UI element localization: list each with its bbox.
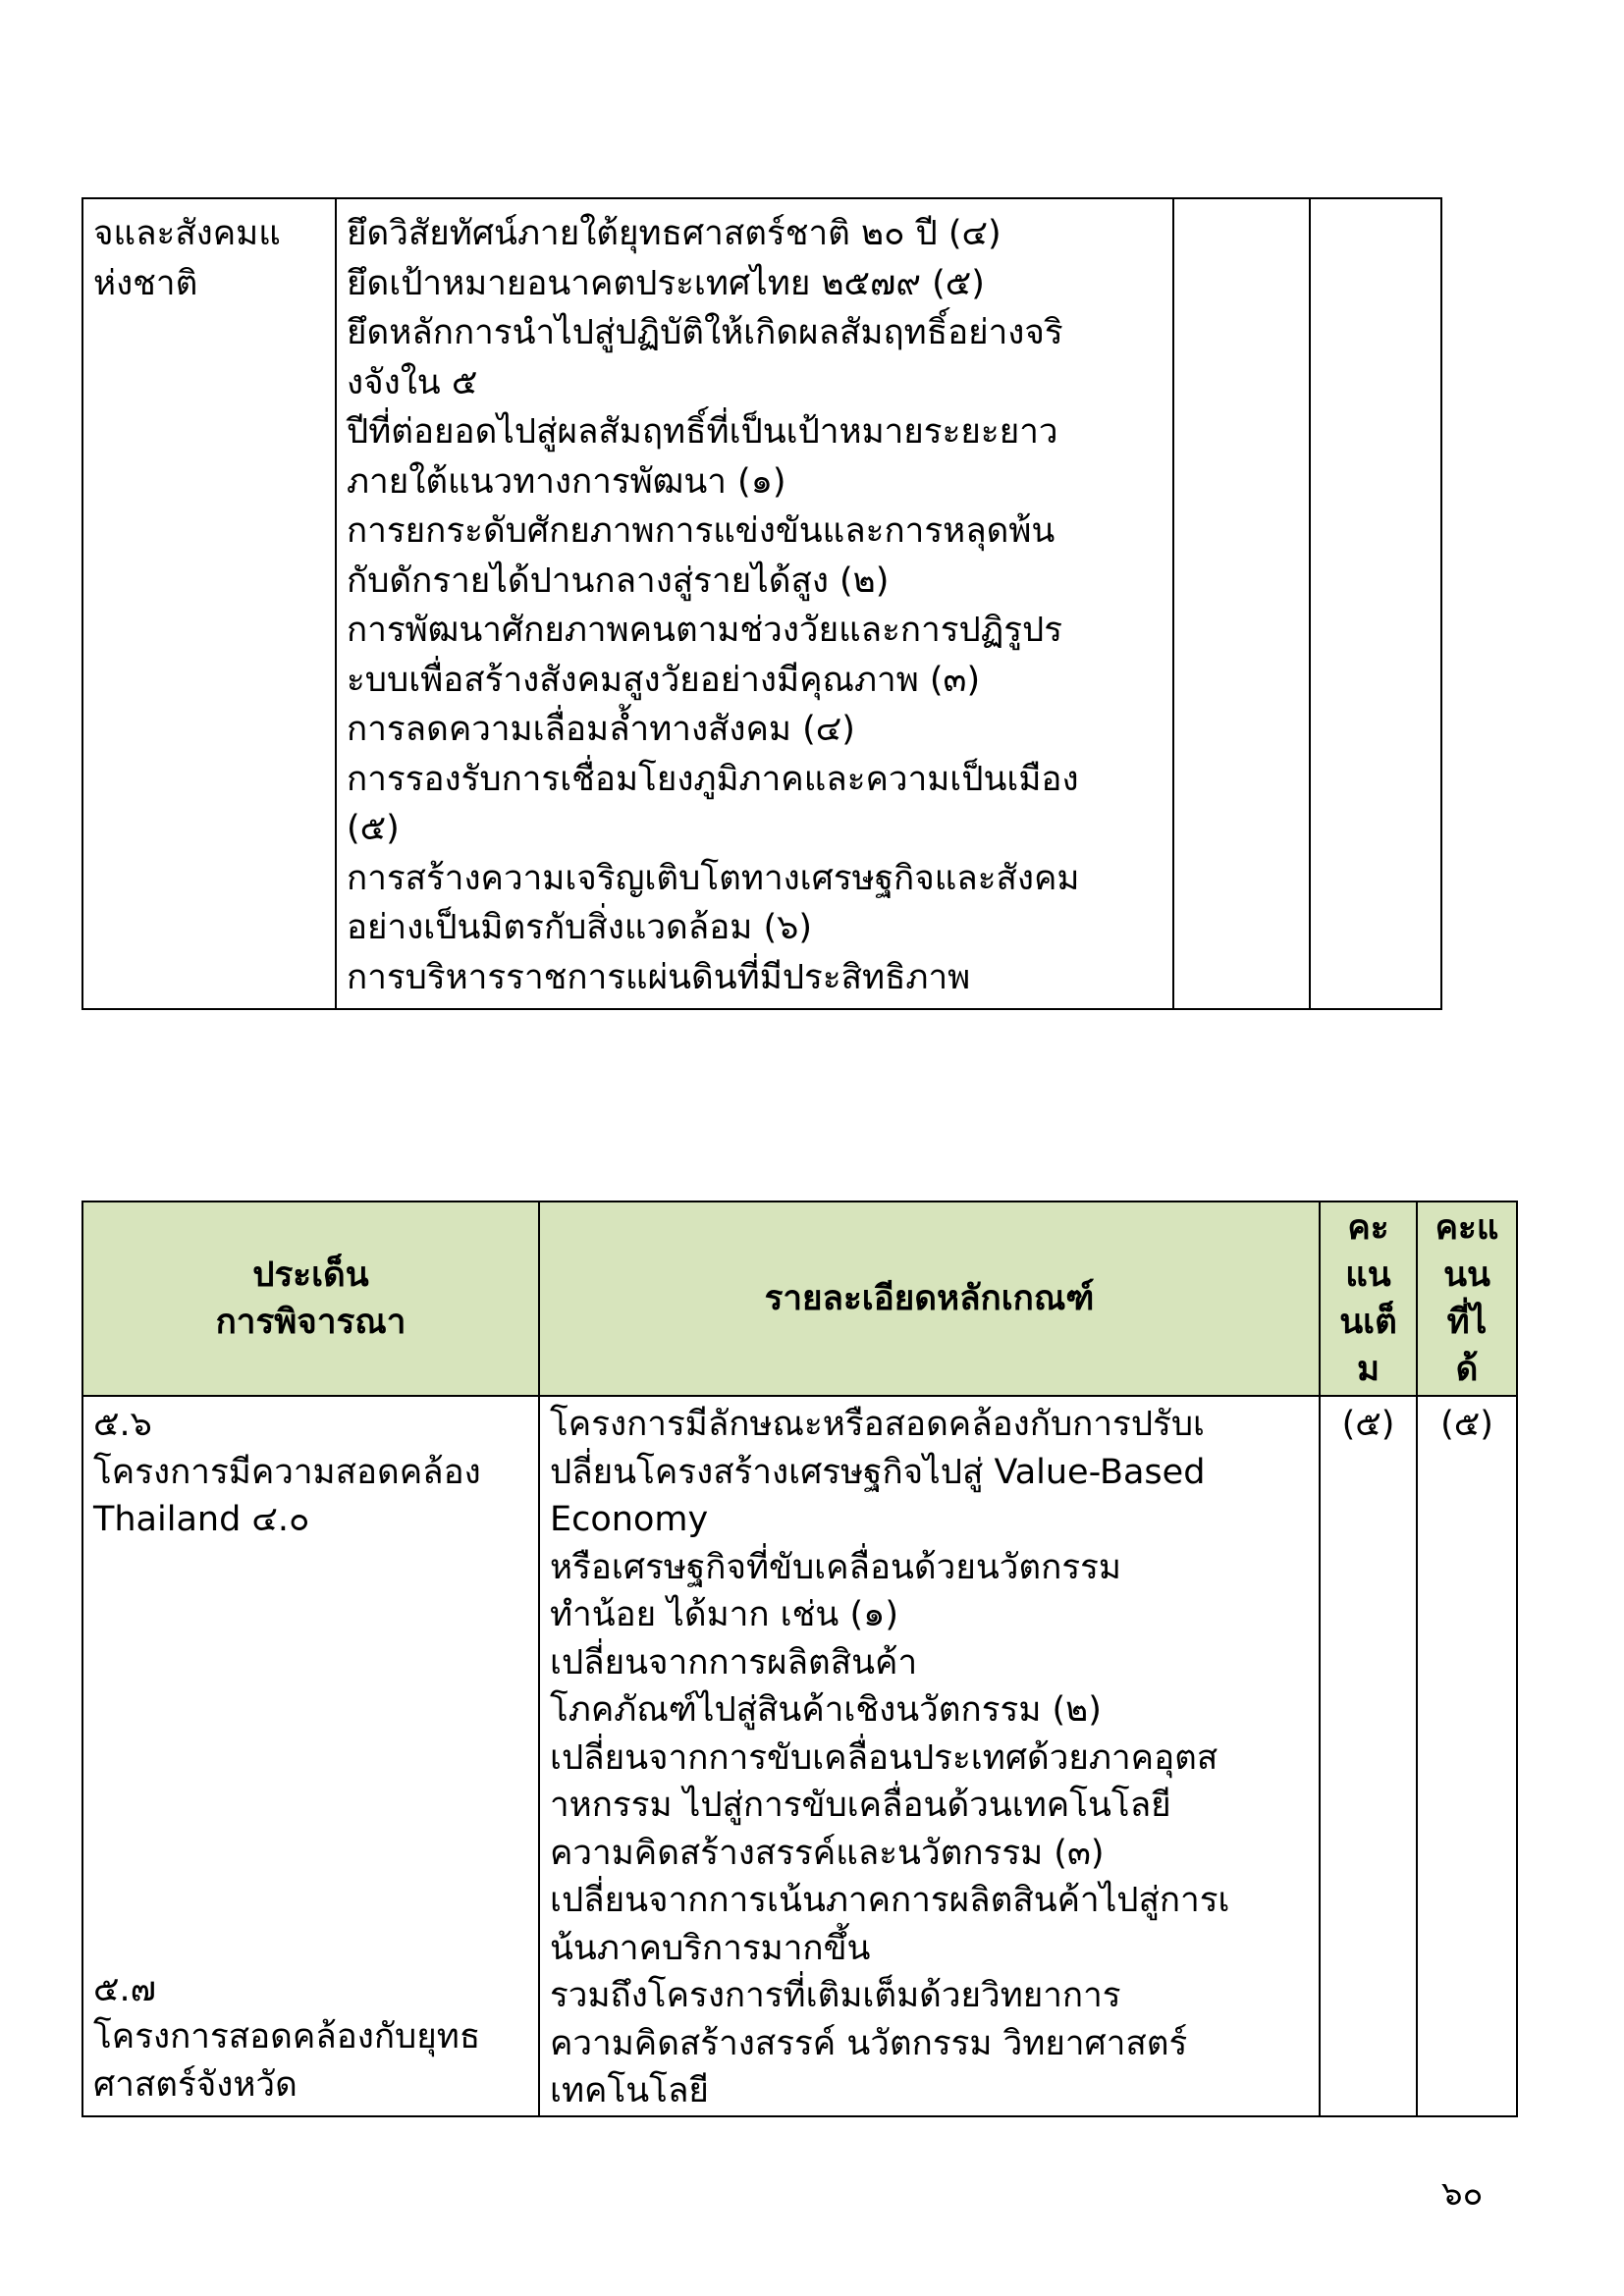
earned-score-value: (๕)	[1417, 1396, 1517, 2116]
text-line: การรองรับการเชื่อมโยงภูมิภาคและความเป็นเมือง	[347, 759, 1079, 799]
text-line: กับดักรายได้ปานกลางสู่รายได้สูง (๒)	[347, 561, 890, 601]
text-line: ความคิดสร้างสรรค์และนวัตกรรม (๓)	[550, 1833, 1105, 1873]
text-line: ๕.๖	[93, 1405, 152, 1444]
table-header-row	[82, 1201, 1517, 1396]
full-score-cell	[1173, 198, 1310, 1009]
header-line: คะ	[1347, 1208, 1389, 1248]
text-line: าหกรรม ไปสู่การขับเคลื่อนด้วนเทคโนโลยี	[550, 1786, 1171, 1825]
header-line: ประเด็น	[252, 1255, 369, 1295]
text-line: ยึดวิสัยทัศน์ภายใต้ยุทธศาสตร์ชาติ ๒๐ ปี (๔)	[347, 214, 1001, 253]
text-line: ยึดเป้าหมายอนาคตประเทศไทย ๒๕๗๙ (๕)	[347, 263, 985, 303]
text-line: เทคโนโลยี	[550, 2071, 709, 2110]
text-line: ความคิดสร้างสรรค์ นวัตกรรม วิทยาศาสตร์	[550, 2023, 1188, 2063]
text-line: ปลี่ยนโครงสร้างเศรษฐกิจไปสู่ Value-Based	[550, 1452, 1206, 1492]
header-detail: รายละเอียดหลักเกณฑ์	[539, 1201, 1320, 1396]
header-topic	[82, 1201, 539, 1396]
table-row	[82, 1396, 1517, 2116]
header-line: การพิจารณา	[215, 1303, 406, 1342]
text-line: การพัฒนาศักยภาพคนตามช่วงวัยและการปฏิรูปร	[347, 611, 1063, 650]
criteria-table	[81, 1201, 1518, 2117]
text-line: เปลี่ยนจากการผลิตสินค้า	[550, 1642, 918, 1682]
text-line: ภายใต้แนวทางการพัฒนา (๑)	[347, 461, 786, 502]
text-line: โครงการสอดคล้องกับยุทธ	[93, 2017, 481, 2056]
text-line: เปลี่ยนจากการเน้นภาคการผลิตสินค้าไปสู่การเ	[550, 1881, 1230, 1920]
text-line: หรือเศรษฐกิจที่ขับเคลื่อนด้วยนวัตกรรม	[550, 1547, 1121, 1587]
text-line: Economy	[550, 1500, 709, 1539]
header-line: นน	[1443, 1255, 1490, 1295]
text-line: ห่งชาติ	[93, 263, 198, 303]
text-line: ะบบเพื่อสร้างสังคมสูงวัยอย่างมีคุณภาพ (๓)	[347, 660, 981, 700]
table-row	[82, 198, 1441, 1009]
header-line: คะแ	[1435, 1208, 1499, 1248]
text-line: อย่างเป็นมิตรกับสิ่งแวดล้อม (๖)	[347, 908, 812, 947]
header-full-score	[1320, 1201, 1417, 1396]
header-line: ที่ไ	[1446, 1303, 1488, 1342]
topic-cell	[82, 1396, 539, 2116]
text-line: ๕.๗	[93, 1969, 156, 2009]
text-line: การสร้างความเจริญเติบโตทางเศรษฐกิจและสังคม	[347, 858, 1080, 898]
text-line: จและสังคมแ	[93, 214, 281, 253]
text-line: การบริหารราชการแผ่นดินที่มีประสิทธิภาพ	[347, 957, 971, 997]
criteria-table-continued	[81, 197, 1442, 1010]
text-line: ศาสตร์จังหวัด	[93, 2064, 298, 2105]
text-line: โครงการมีลักษณะหรือสอดคล้องกับการปรับเ	[550, 1405, 1206, 1444]
text-line: งจังใน ๕	[347, 362, 478, 402]
text-line: โภคภัณฑ์ไปสู่สินค้าเชิงนวัตกรรม (๒)	[550, 1690, 1102, 1730]
detail-cell	[336, 198, 1173, 1009]
text-line: น้นภาคบริการมากขึ้น	[550, 1928, 871, 1968]
header-line: แน	[1345, 1255, 1391, 1295]
earned-score-cell	[1310, 198, 1441, 1009]
detail-cell	[539, 1396, 1320, 2116]
topic-cell	[82, 198, 336, 1009]
text-line: Thailand ๔.๐	[93, 1500, 310, 1539]
text-line: ยึดหลักการนำไปสู่ปฏิบัติให้เกิดผลสัมฤทธิ์อย่างจริ	[347, 313, 1063, 352]
text-line: (๕)	[347, 809, 400, 848]
text-line: การยกระดับศักยภาพการแข่งขันและการหลุดพ้น	[347, 511, 1056, 551]
text-line: ปีที่ต่อยอดไปสู่ผลสัมฤทธิ์ที่เป็นเป้าหมายระยะยาว	[347, 412, 1058, 452]
page-number: ๖๐	[1441, 2174, 1484, 2214]
text-line: ทำน้อย ได้มาก เช่น (๑)	[550, 1595, 898, 1634]
header-earned-score	[1417, 1201, 1517, 1396]
text-line: โครงการมีความสอดคล้อง	[93, 1452, 481, 1492]
text-line: รวมถึงโครงการที่เติมเต็มด้วยวิทยาการ	[550, 1976, 1121, 2015]
full-score-value: (๕)	[1320, 1396, 1417, 2116]
text-line: การลดความเลื่อมล้ำทางสังคม (๔)	[347, 710, 855, 749]
header-line: ด้	[1455, 1350, 1479, 1389]
header-line: ม	[1356, 1350, 1380, 1389]
text-line: เปลี่ยนจากการขับเคลื่อนประเทศด้วยภาคอุตส	[550, 1737, 1218, 1778]
header-line: นเต็	[1339, 1303, 1397, 1342]
